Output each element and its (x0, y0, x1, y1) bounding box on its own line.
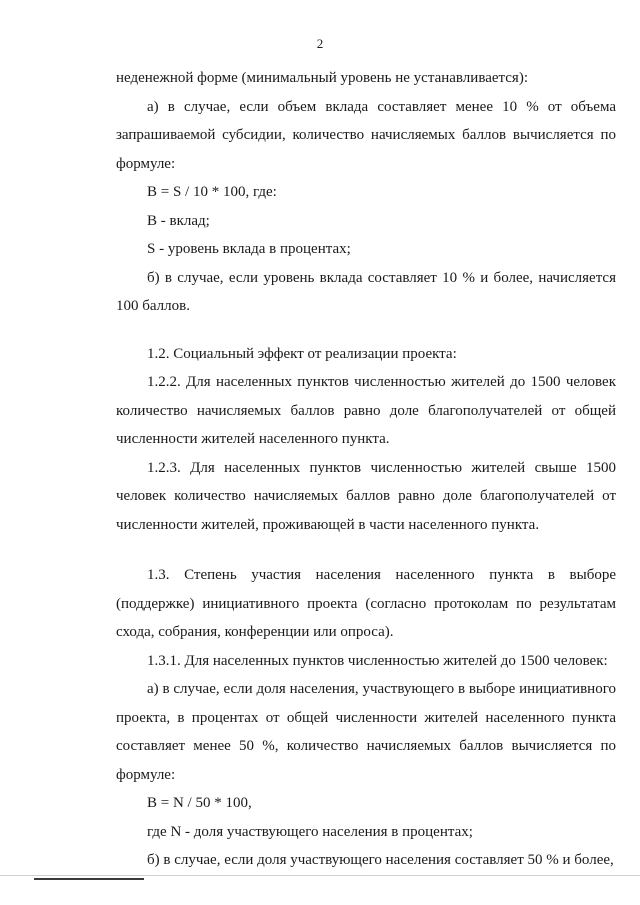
section-1-2-heading: 1.2. Социальный эффект от реализации проекта: (147, 345, 457, 362)
paragraph-case-a: а) в случае, если объем вклада составляет менее 10 % от объема запрашиваемой субсидии, количество начисляемых баллов вычисляется по формуле: (116, 98, 616, 172)
paragraph-1-3-1: 1.3.1. Для населенных пунктов численностью жителей до 1500 человек: (147, 652, 608, 669)
paragraph-1-3-1-case-a: а) в случае, если доля населения, участвующего в выборе инициативного проекта, в процентах от общей численности жителей населенного пункта составляет менее 50 %, количество начисляемых баллов вычисляется по формуле: (116, 681, 616, 783)
document-body (116, 64, 616, 875)
definition-s: S - уровень вклада в процентах; (147, 241, 351, 257)
page-number: 2 (316, 36, 324, 51)
definition-n: где N - доля участвующего населения в процентах; (147, 823, 473, 840)
section-1-3-heading: 1.3. Степень участия населения населенного пункта в выборе (поддержке) инициативного проекта (согласно протоколам по результатам схода, собрания, конференции или опроса). (116, 567, 616, 640)
paragraph-1-2-3: 1.2.3. Для населенных пунктов численностью жителей свыше 1500 человек количество начисляемых баллов равно доле благополучателей от численности жителей, проживающей в части населенного пункта. (116, 459, 616, 533)
paragraph-case-b: б) в случае, если уровень вклада составляет 10 % и более, начисляется 100 баллов. (116, 269, 616, 314)
paragraph-1-2-2: 1.2.2. Для населенных пунктов численностью жителей до 1500 человек количество начисляемых баллов равно доле благополучателей от общей численности жителей населенного пункта. (116, 374, 616, 447)
definition-b: B - вклад; (147, 212, 210, 229)
paragraph-continuation: неденежной форме (минимальный уровень не устанавливается): (116, 70, 528, 86)
formula-participation: B = N / 50 * 100, (147, 795, 252, 811)
footer-rule (0, 875, 640, 876)
footer-scan-mark (34, 878, 144, 880)
paragraph-1-3-1-case-b: б) в случае, если доля участвующего населения составляет 50 % и более, (147, 852, 614, 868)
formula-contribution: B = S / 10 * 100, где: (147, 184, 277, 200)
